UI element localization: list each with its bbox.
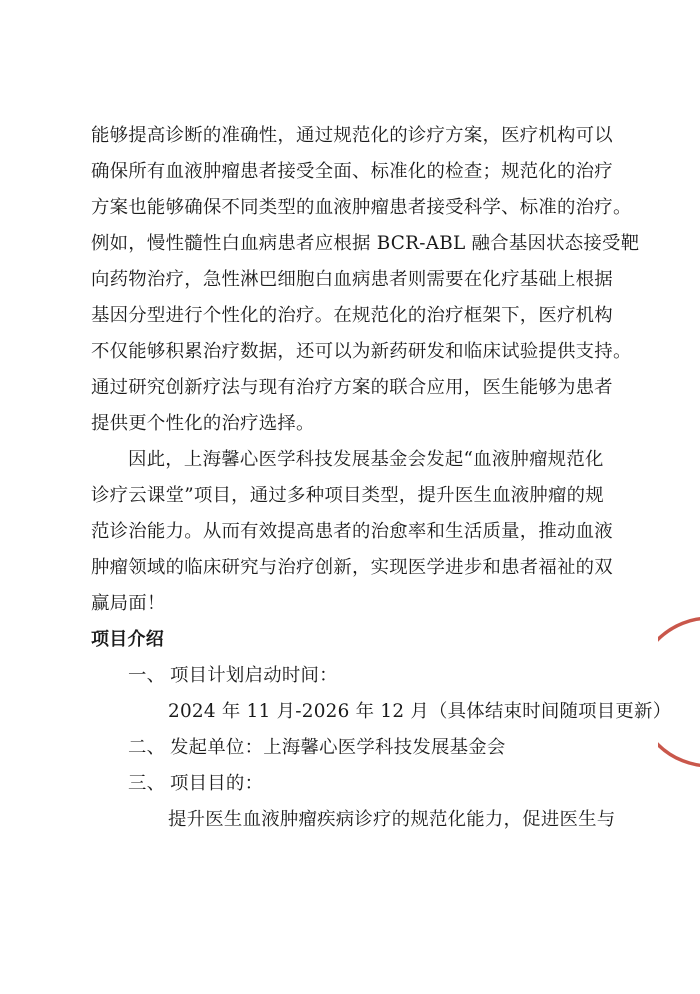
body-line: 不仅能够积累治疗数据，还可以为新药研发和临床试验提供支持。 xyxy=(91,341,632,362)
item-detail: 提升医生血液肿瘤疾病诊疗的规范化能力，促进医生与 xyxy=(168,809,616,830)
body-line: 因此，上海馨心医学科技发展基金会发起“血液肿瘤规范化 xyxy=(128,449,604,470)
body-line: 提供更个性化的治疗选择。 xyxy=(91,413,315,434)
item-text: 项目计划启动时间： xyxy=(170,665,338,686)
body-line: 确保所有血液肿瘤患者接受全面、标准化的检查；规范化的治疗 xyxy=(91,161,613,182)
item-number: 二、 xyxy=(128,737,166,758)
item-number: 一、 xyxy=(128,665,166,686)
body-line: 向药物治疗，急性淋巴细胞白血病患者则需要在化疗基础上根据 xyxy=(91,269,613,290)
body-line: 范诊治能力。从而有效提高患者的治愈率和生活质量，推动血液 xyxy=(91,521,613,542)
item-number: 三、 xyxy=(128,773,166,794)
item-detail: 2024 年 11 月-2026 年 12 月（具体结束时间随项目更新） xyxy=(168,701,672,722)
body-line: 诊疗云课堂”项目，通过多种项目类型，提升医生血液肿瘤的规 xyxy=(91,485,604,506)
body-line: 能够提高诊断的准确性，通过规范化的诊疗方案，医疗机构可以 xyxy=(91,125,613,146)
body-line: 通过研究创新疗法与现有治疗方案的联合应用，医生能够为患者 xyxy=(91,377,613,398)
seal-stamp-icon xyxy=(658,612,700,772)
body-line: 例如，慢性髓性白血病患者应根据 BCR-ABL 融合基因状态接受靶 xyxy=(91,233,640,254)
body-line: 方案也能够确保不同类型的血液肿瘤患者接受科学、标准的治疗。 xyxy=(91,197,632,218)
section-title: 项目介绍 xyxy=(91,629,164,650)
item-text: 项目目的： xyxy=(170,773,264,794)
body-line: 赢局面！ xyxy=(91,593,166,614)
body-line: 肿瘤领域的临床研究与治疗创新，实现医学进步和患者福祉的双 xyxy=(91,557,613,578)
item-text: 发起单位：上海馨心医学科技发展基金会 xyxy=(170,737,506,758)
body-line: 基因分型进行个性化的治疗。在规范化的治疗框架下，医疗机构 xyxy=(91,305,613,326)
